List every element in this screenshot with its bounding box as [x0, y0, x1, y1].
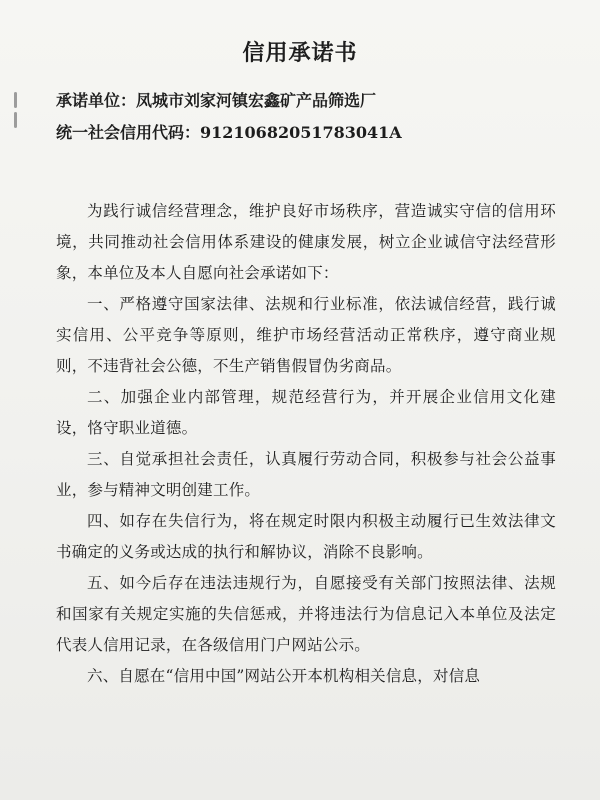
credit-code-value: 91210682051783041A — [200, 123, 402, 142]
punch-hole-mark — [14, 92, 17, 108]
paragraph-item-1: 一、严格遵守国家法律、法规和行业标准，依法诚信经营，践行诚实信用、公平竞争等原则，维护市场经营活动正常秩序，遵守商业规则，不违背社会公德，不生产销售假冒伪劣商品。 — [56, 295, 556, 375]
paragraph-item-2: 二、加强企业内部管理，规范经营行为，并开展企业信用文化建设，恪守职业道德。 — [56, 388, 556, 437]
credit-code-label: 统一社会信用代码： — [56, 123, 201, 142]
paragraph-item-3: 三、自觉承担社会责任，认真履行劳动合同，积极参与社会公益事业，参与精神文明创建工作。 — [56, 450, 556, 499]
committing-unit-value: 凤城市刘家河镇宏鑫矿产品筛选厂 — [136, 91, 377, 110]
document-body — [56, 196, 556, 692]
paragraph-item-6: 六、自愿在“信用中国”网站公开本机构相关信息，对信息 — [87, 667, 481, 685]
paragraph-intro: 为践行诚信经营理念，维护良好市场秩序，营造诚实守信的信用环境，共同推动社会信用体系建设的健康发展，树立企业诚信守法经营形象，本单位及本人自愿向社会承诺如下： — [56, 202, 556, 282]
committing-unit-label: 承诺单位： — [56, 91, 137, 110]
paragraph-item-5: 五、如今后存在违法违规行为，自愿接受有关部门按照法律、法规和国家有关规定实施的失信惩戒，并将违法行为信息记入本单位及法定代表人信用记录，在各级信用门户网站公示。 — [56, 574, 556, 654]
punch-hole-mark — [14, 112, 17, 128]
paragraph-item-4: 四、如存在失信行为，将在规定时限内积极主动履行已生效法律文书确定的义务或达成的执行和解协议，消除不良影响。 — [56, 512, 556, 561]
document-title: 信用承诺书 — [242, 40, 358, 66]
committing-unit — [56, 88, 376, 111]
credit-code — [56, 120, 402, 143]
